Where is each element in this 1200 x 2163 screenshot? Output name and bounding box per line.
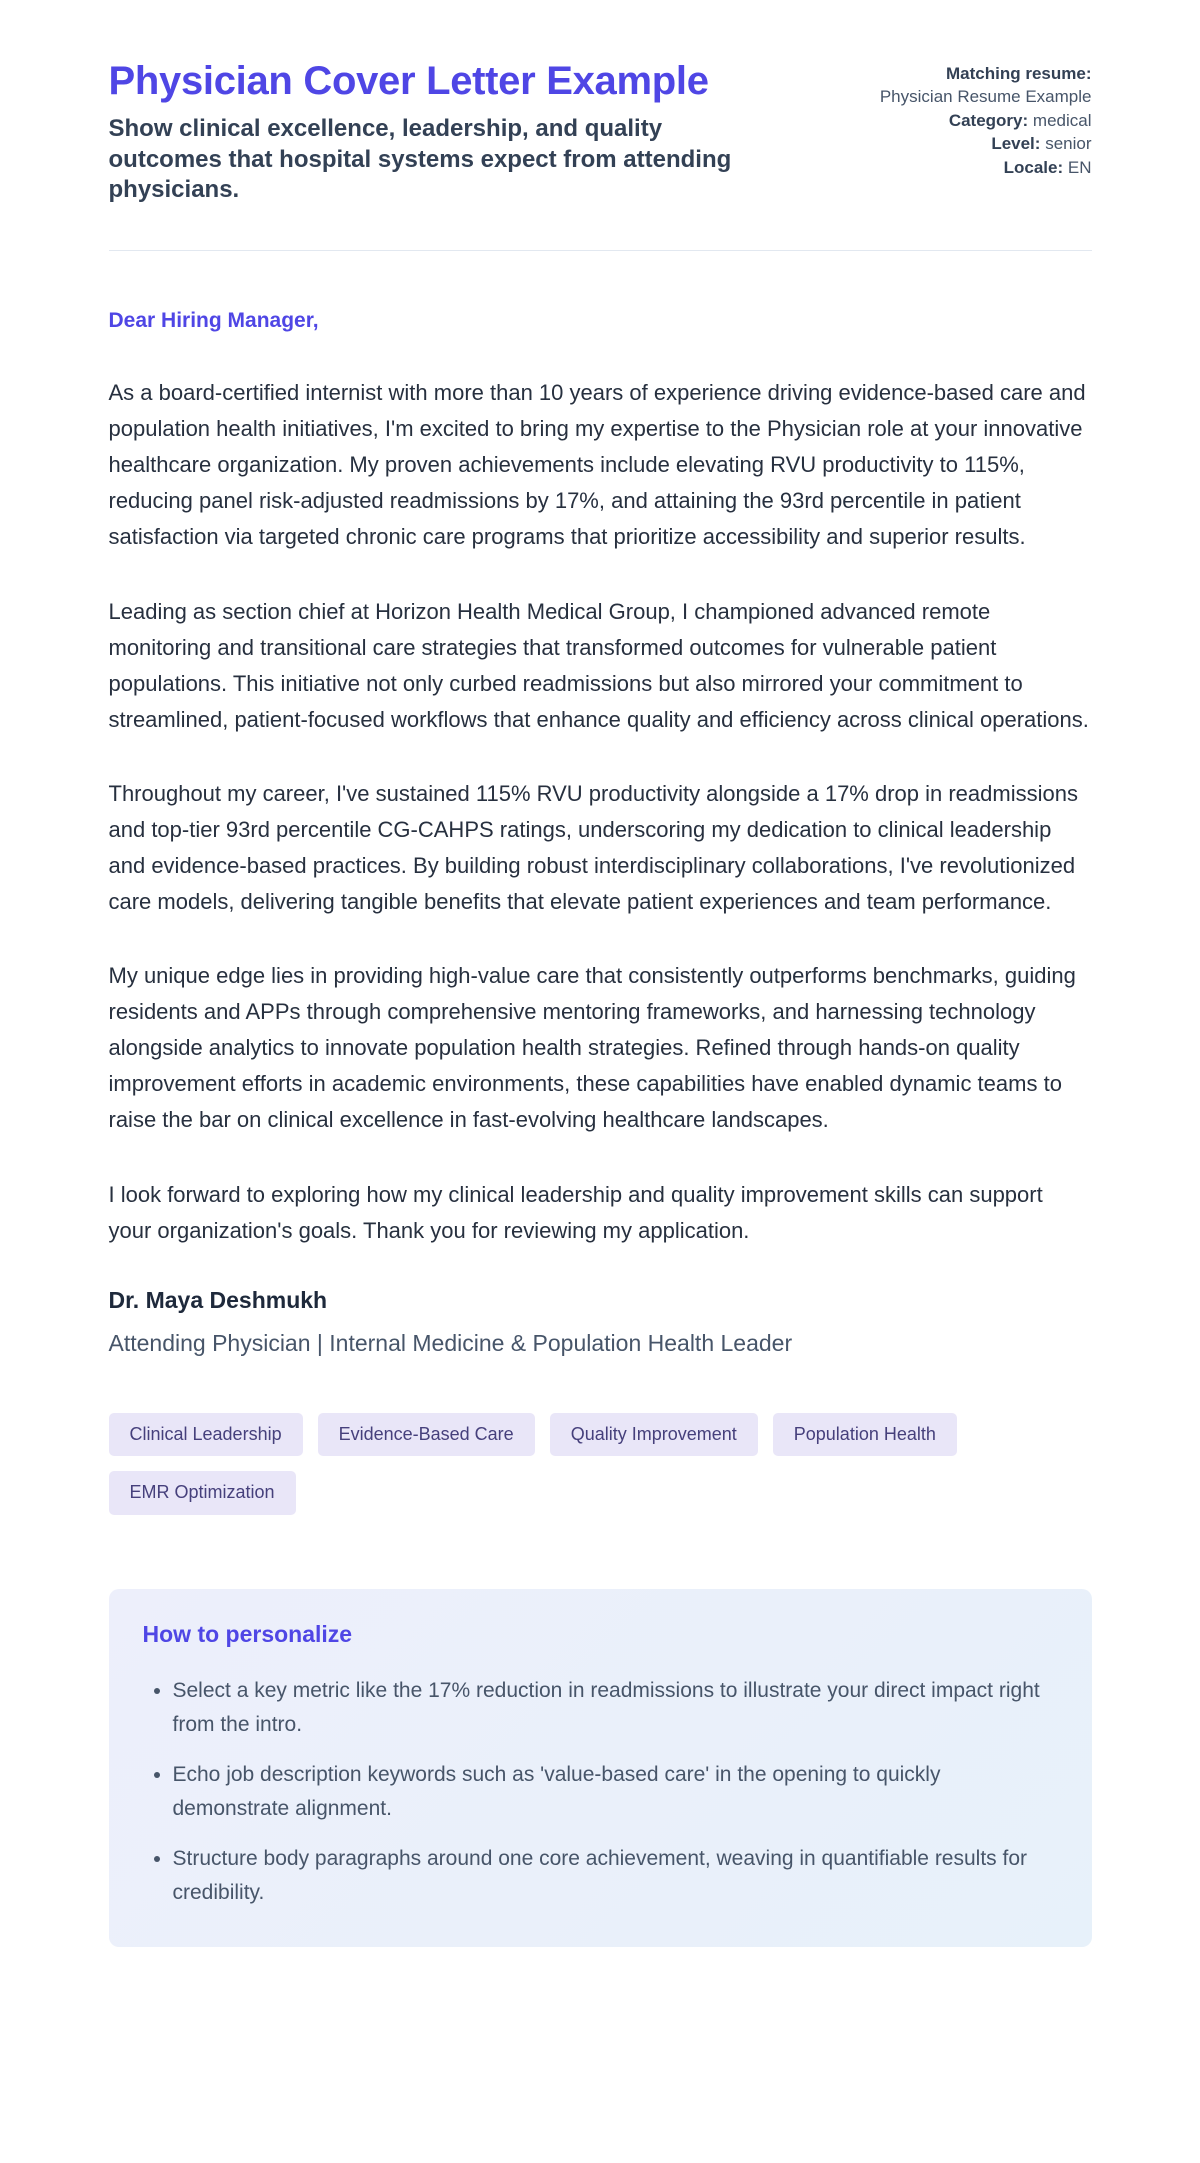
meta-matching-resume-value: Physician Resume Example (879, 87, 1092, 107)
meta-locale (874, 156, 1092, 179)
page-title: Physician Cover Letter Example (108, 59, 709, 103)
header-titles (109, 58, 749, 206)
signature-title: Attending Physician | Internal Medicine & Population Health Leader (108, 1329, 793, 1356)
letter-paragraph: As a board-certified internist with more than 10 years of experience driving evidence-based care and population health initiatives, I'm excited to bring my expertise to the Physician role at your innovative healthcare organization. My proven achievements include elevating RVU productivity to 115%, reducing panel risk-adjusted readmissions by 17%, and attaining the 93rd percentile in patient satisfaction via targeted chronic care programs that prioritize accessibility and superior results. (108, 380, 1086, 550)
signature-block (109, 1287, 1092, 1357)
meta-locale-label: Locale: (1003, 157, 1064, 177)
tag-pill[interactable]: EMR Optimization (109, 1471, 296, 1515)
signature-name: Dr. Maya Deshmukh (108, 1286, 328, 1313)
tag-pill[interactable]: Clinical Leadership (109, 1413, 303, 1457)
letter-paragraph: My unique edge lies in providing high-value care that consistently outperforms benchmarks, guiding residents and APPs through comprehensive mentoring frameworks, and harnessing technology alongside analytics to innovate population health strategies. Refined through hands-on quality improvement efforts in academic environments, these capabilities have enabled dynamic teams to raise the bar on clinical excellence in fast-evolving healthcare landscapes. (108, 963, 1076, 1133)
page-subtitle: Show clinical excellence, leadership, and quality outcomes that hospital systems expect from attending physicians. (108, 115, 732, 204)
page-header (109, 58, 1092, 206)
meta-category (874, 109, 1092, 132)
letter-paragraph: I look forward to exploring how my clinical leadership and quality improvement skills can support your organization's goals. Thank you for reviewing my application. (108, 1181, 1043, 1243)
meta-category-value: medical (1032, 110, 1092, 130)
tag-pill[interactable]: Quality Improvement (550, 1413, 758, 1457)
letter-paragraph: Leading as section chief at Horizon Health Medical Group, I championed advanced remote monitoring and transitional care strategies that transformed outcomes for vulnerable patient populations. This initiative not only curbed readmissions but also mirrored your commitment to streamlined, patient-focused workflows that enhance quality and efficiency across clinical operations. (108, 598, 1089, 732)
tag-pill[interactable]: Population Health (773, 1413, 957, 1457)
tip-item: • Echo job description keywords such as 'value-based care' in the opening to quickly demonstrate alignment. (173, 1758, 1058, 1825)
tip-item: • Select a key metric like the 17% reduction in readmissions to illustrate your direct impact right from the intro. (173, 1674, 1058, 1741)
cover-letter-page (109, 0, 1092, 1982)
tips-list (143, 1674, 1058, 1910)
meta-level (874, 132, 1092, 155)
header-divider (109, 250, 1092, 251)
resume-meta (874, 58, 1092, 179)
meta-category-label: Category: (948, 110, 1029, 130)
meta-level-value: senior (1045, 134, 1092, 154)
cover-letter-body (109, 309, 1092, 1357)
letter-greeting: Dear Hiring Manager, (108, 309, 319, 333)
meta-locale-value: EN (1067, 157, 1092, 177)
tag-pill[interactable]: Evidence-Based Care (318, 1413, 535, 1457)
tip-item: • Structure body paragraphs around one core achievement, weaving in quantifiable results for credibility. (173, 1842, 1058, 1909)
meta-matching-resume-label: Matching resume: (946, 64, 1092, 83)
how-to-personalize-box (109, 1589, 1092, 1948)
letter-paragraph: Throughout my career, I've sustained 115% RVU productivity alongside a 17% drop in readmissions and top-tier 93rd percentile CG-CAHPS ratings, underscoring my dedication to clinical leadership and evidence-based practices. By building robust interdisciplinary collaborations, I've revolutionized care models, delivering tangible benefits that elevate patient experiences and team performance. (108, 780, 1078, 915)
skill-tags (109, 1413, 1092, 1515)
meta-matching-resume (874, 62, 1092, 109)
meta-level-label: Level: (991, 134, 1041, 154)
tips-heading: How to personalize (142, 1620, 353, 1647)
